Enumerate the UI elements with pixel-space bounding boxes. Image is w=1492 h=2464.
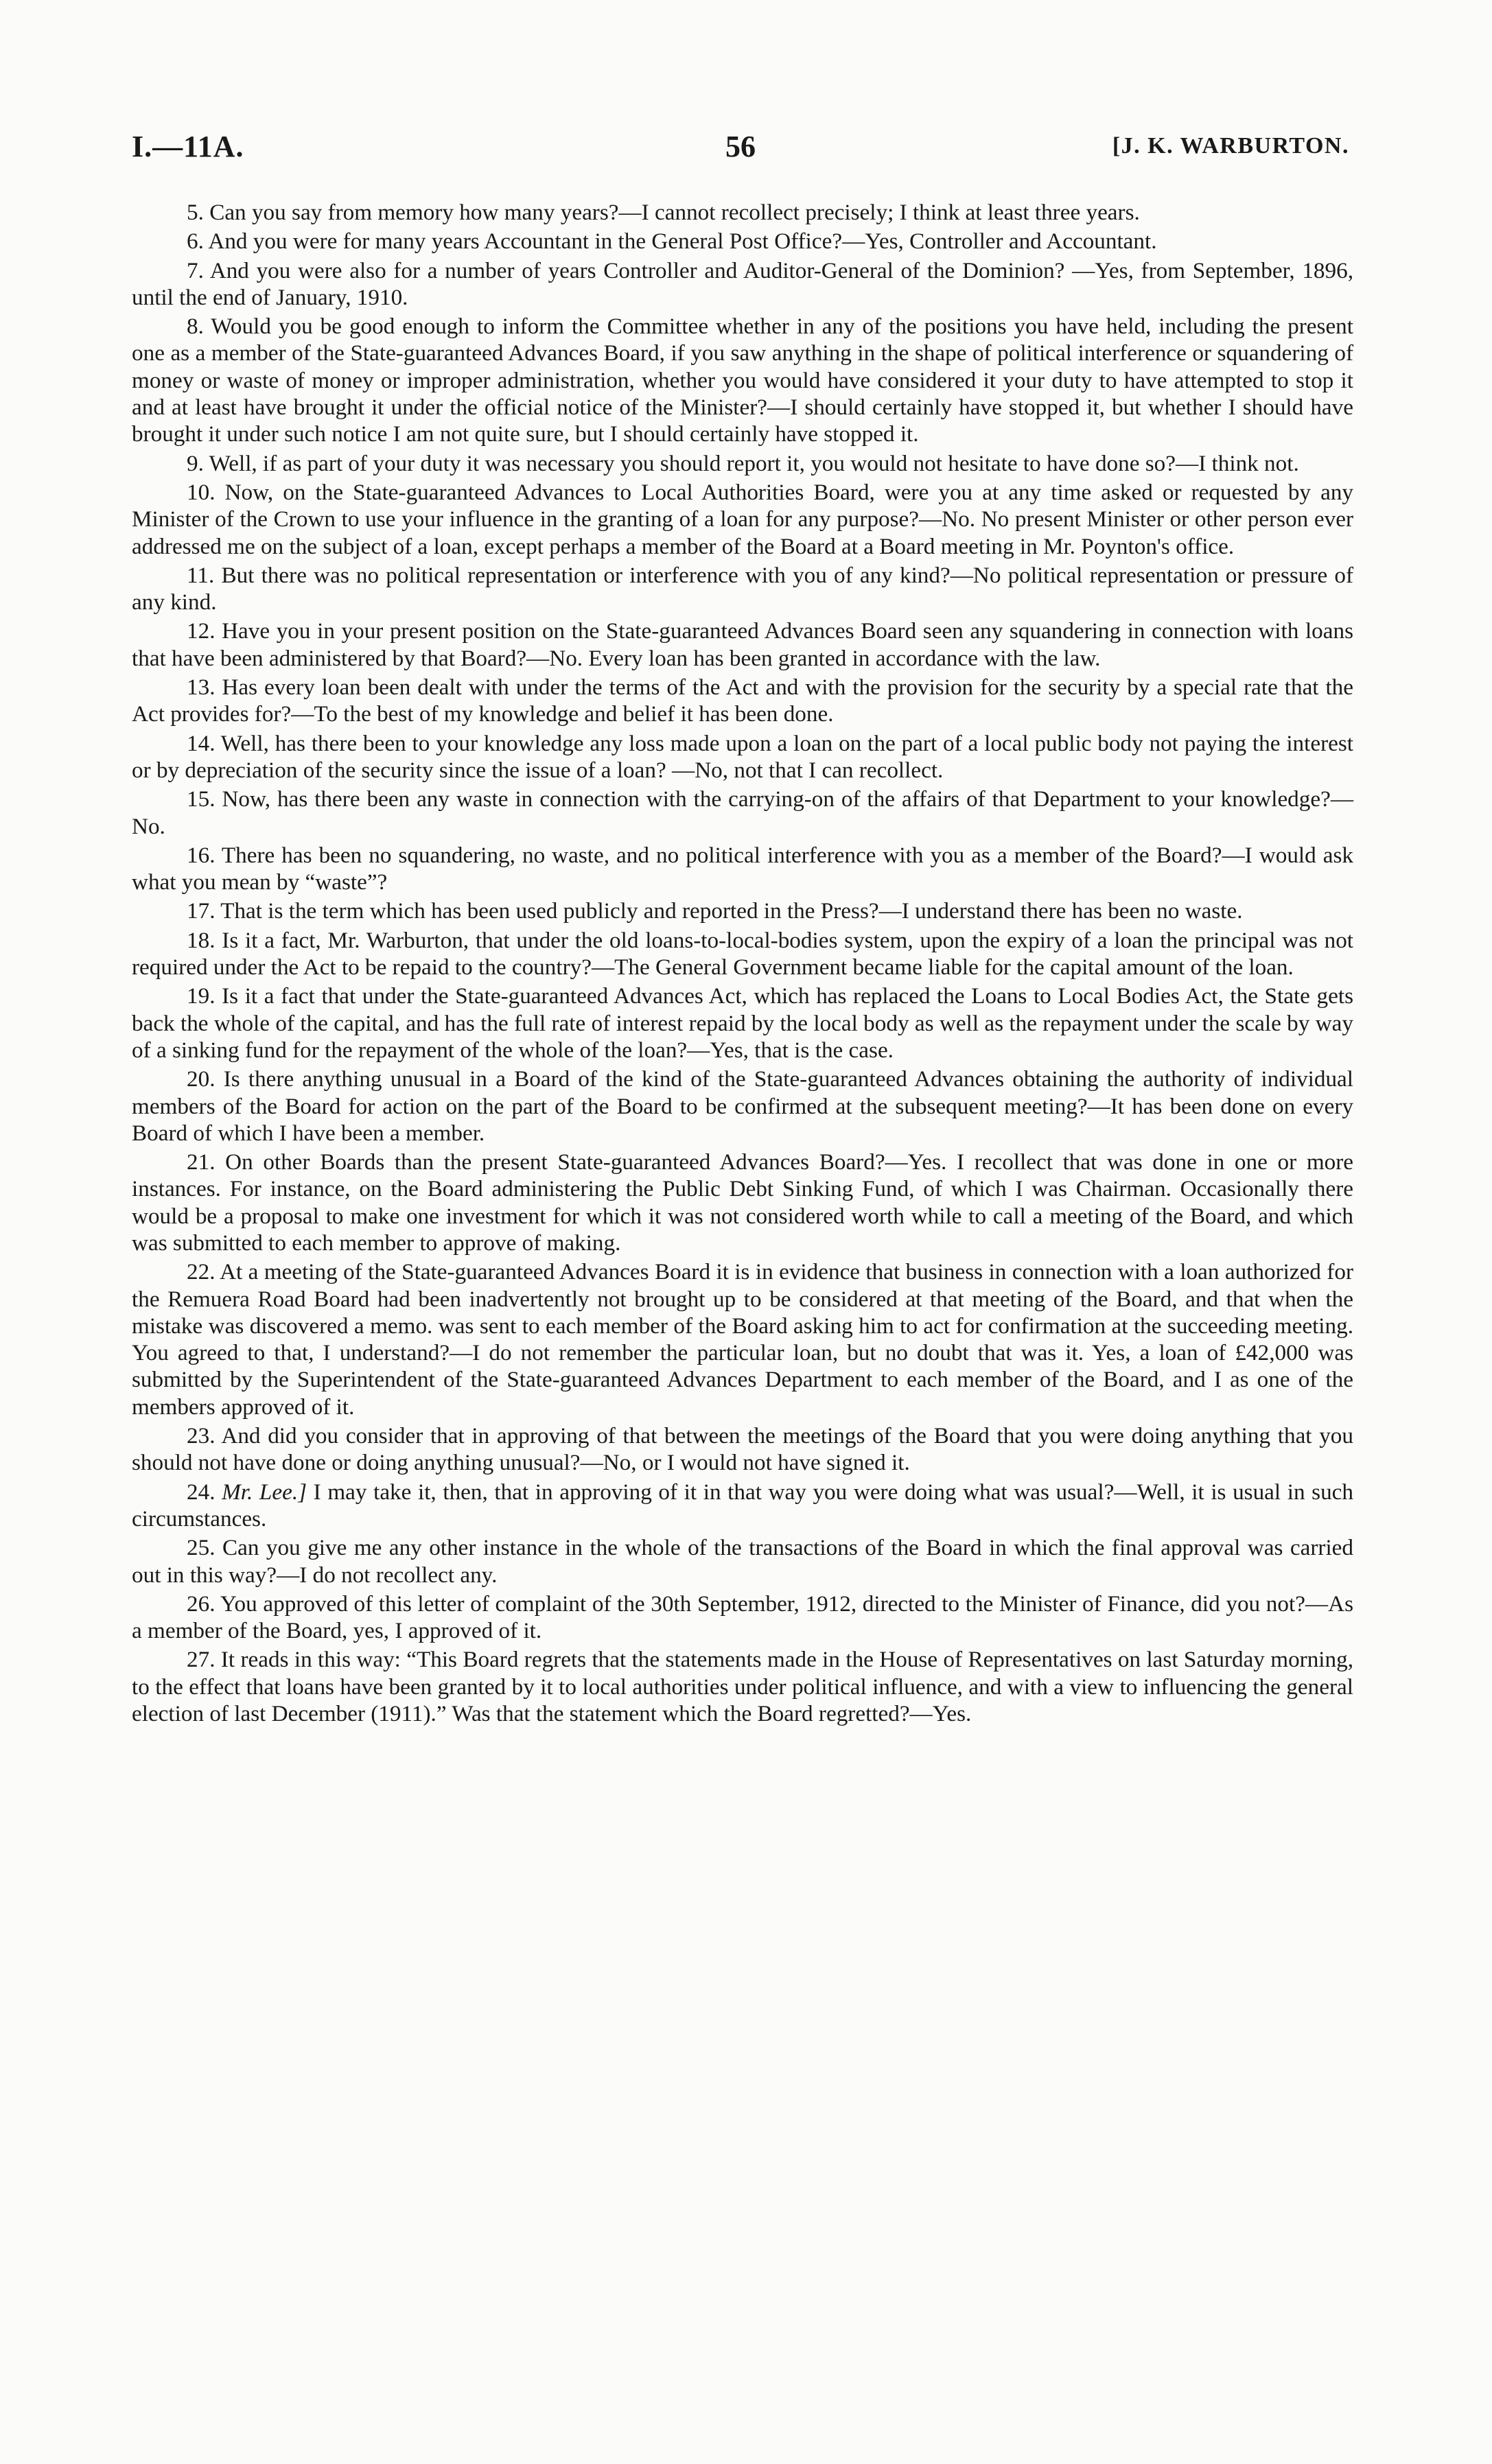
question-paragraph (132, 1646, 1353, 1727)
question-number: 18. (187, 927, 215, 953)
question-paragraph (132, 562, 1353, 616)
question-text: Well, has there been to your knowledge any loss made upon a loan on the part of a local public body not paying the interest or by depreciation of the security since the issue of a loan? —No, not that I can recollect. (132, 730, 1353, 783)
question-paragraph (132, 1422, 1353, 1477)
question-text: It reads in this way: “This Board regrets that the statements made in the House of Representatives on last Saturday morning, to the effect that loans have been granted by it to local authorities under political influence, and with a view to influencing the general election of last December (1911).” Was that the statement which the Board regretted?—Yes. (132, 1647, 1354, 1727)
question-text: Well, if as part of your duty it was necessary you should report it, you would not hesitate to have done so?—I think not. (209, 450, 1299, 476)
question-paragraph (132, 983, 1353, 1064)
question-text: Is it a fact that under the State-guaranteed Advances Act, which has replaced the Loans to Local Bodies Act, the State gets back the whole of the capital, and has the full rate of interest repaid by the local body as well as the repayment under the scale by way of a sinking fund for the repayment of the whole of the loan?—Yes, that is the case. (132, 983, 1353, 1063)
question-number: 19. (187, 983, 215, 1009)
question-text: On other Boards than the present State-guaranteed Advances Board?—Yes. I recollect that was done in one or more instances. For instance, on the Board administering the Public Debt Sinking Fund, of which I was Chairman. Occasionally there would be a proposal to make one investment for which it was not considered worth while to call a meeting of the Board, and which was submitted to each member to approve of making. (132, 1149, 1354, 1256)
question-paragraph (132, 1479, 1353, 1533)
question-paragraph (132, 257, 1353, 312)
paper-reference: I.—11A. (132, 130, 244, 163)
question-number: 11. (187, 562, 215, 588)
document-body (132, 199, 1353, 1729)
question-text: That is the term which has been used publicly and reported in the Press?—I understand there has been no waste. (220, 898, 1243, 924)
page-header (132, 129, 1349, 170)
question-text: Now, on the State-guaranteed Advances to Local Authorities Board, were you at any time asked or requested by any Minister of the Crown to use your influence in the granting of a loan for any purpose?—No. No present Minister or other person ever addressed me on the subject of a loan, except perhaps a member of the Board at a Board meeting in Mr. Poynton's office. (132, 479, 1354, 559)
question-text: Can you say from memory how many years?—I cannot recollect precisely; I think at least three years. (209, 200, 1140, 225)
question-text: At a meeting of the State-guaranteed Advances Board it is in evidence that business in connection with a loan authorized for the Remuera Road Board had been inadvertently not brought up to be considered at that meeting of the Board, and that when the mistake was discovered a memo. was sent to each member of the Board asking him to act for confirmation at the succeeding meeting. You agreed to that, I understand?—I do not remember the particular loan, but no doubt that was it. Yes, a loan of £42,000 was submitted by the Superintendent of the State-guaranteed Advances Department to each member of the Board, and I as one of the members approved of it. (132, 1259, 1354, 1420)
question-text: I may take it, then, that in approving of it in that way you were doing what was usual?—Well, it is usual in such circumstances. (132, 1479, 1354, 1532)
question-paragraph (132, 1258, 1353, 1420)
question-number: 8. (187, 314, 204, 340)
question-paragraph (132, 199, 1353, 226)
question-text: Is it a fact, Mr. Warburton, that under the old loans-to-local-bodies system, upon the expiry of a loan the principal was not required under the Act to be repaid to the country?—The General Government became liable for the capital amount of the loan. (132, 927, 1354, 981)
question-paragraph (132, 450, 1353, 477)
question-number: 24. (187, 1479, 215, 1505)
question-paragraph (132, 228, 1353, 255)
question-text: Now, has there been any waste in connection with the carrying-on of the affairs of that Department to your knowledge?—No. (132, 786, 1354, 839)
question-paragraph (132, 927, 1353, 981)
question-text: And you were for many years Accountant in the General Post Office?—Yes, Controller and Accountant. (208, 228, 1157, 255)
question-number: 6. (187, 228, 204, 255)
question-number: 16. (187, 842, 215, 868)
question-number: 26. (187, 1591, 215, 1617)
question-number: 23. (187, 1423, 215, 1449)
question-text: And did you consider that in approving of that between the meetings of the Board that you were doing anything that you should not have done or doing anything unusual?—No, or I would not have signed it. (132, 1423, 1353, 1476)
question-number: 12. (187, 618, 215, 644)
question-number: 20. (187, 1066, 215, 1092)
page-number: 56 (725, 130, 756, 163)
question-number: 25. (187, 1535, 215, 1561)
question-number: 27. (187, 1647, 215, 1673)
question-text: Would you be good enough to inform the Committee whether in any of the positions you have held, including the present one as a member of the State-guaranteed Advances Board, if you saw anything in the shape of political interference or squandering of money or waste of money or improper administration, whether you would have considered it your duty to have attempted to stop it and at least have brought it under the official notice of the Minister?—I should certainly have stopped it, but whether I should have brought it under such notice I am not quite sure, but I should certainly have stopped it. (132, 314, 1353, 447)
question-number: 17. (187, 898, 215, 924)
question-paragraph (132, 897, 1353, 924)
question-number: 10. (187, 479, 215, 505)
question-paragraph (132, 842, 1353, 896)
question-text: Have you in your present position on the State-guaranteed Advances Board seen any squandering in connection with loans that have been administered by that Board?—No. Every loan has been granted in accordance with the law. (132, 618, 1353, 671)
question-paragraph (132, 786, 1353, 840)
question-number: 14. (187, 730, 215, 756)
question-text: There has been no squandering, no waste, and no political interference with you as a member of the Board?—I would ask what you mean by “waste”? (132, 842, 1353, 895)
question-text: Is there anything unusual in a Board of the kind of the State-guaranteed Advances obtaining the authority of individual members of the Board for action on the part of the Board to be confirmed at the subsequent meeting?—It has been done on every Board of which I have been a member. (132, 1066, 1353, 1146)
question-text: Can you give me any other instance in the whole of the transactions of the Board in which the final approval was carried out in this way?—I do not recollect any. (132, 1535, 1354, 1588)
question-number: 22. (187, 1259, 215, 1285)
question-number: 13. (187, 674, 215, 701)
question-paragraph (132, 730, 1353, 784)
witness-name: [J. K. WARBURTON. (1112, 133, 1349, 159)
question-paragraph (132, 479, 1353, 560)
question-number: 7. (187, 257, 204, 283)
question-text: And you were also for a number of years Controller and Auditor-General of the Dominion? —Yes, from September, 1896, until the end of January, 1910. (132, 257, 1353, 310)
question-text: But there was no political representation or interference with you of any kind?—No political representation or pressure of any kind. (132, 562, 1354, 615)
question-number: 9. (187, 450, 204, 476)
question-paragraph (132, 674, 1353, 728)
question-text: Has every loan been dealt with under the terms of the Act and with the provision for the security by a special rate that the Act provides for?—To the best of my knowledge and belief it has been done. (132, 674, 1354, 727)
question-number: 15. (187, 786, 215, 812)
question-paragraph (132, 1591, 1353, 1645)
question-number: 5. (187, 200, 204, 225)
speaker-name: Mr. Lee.] (222, 1479, 307, 1505)
question-paragraph (132, 618, 1353, 672)
question-paragraph (132, 1149, 1353, 1256)
question-paragraph (132, 1534, 1353, 1588)
question-paragraph (132, 1066, 1353, 1147)
question-paragraph (132, 313, 1353, 447)
question-text: You approved of this letter of complaint of the 30th September, 1912, directed to the Minister of Finance, did you not?—As a member of the Board, yes, I approved of it. (132, 1591, 1353, 1644)
question-number: 21. (187, 1149, 215, 1175)
